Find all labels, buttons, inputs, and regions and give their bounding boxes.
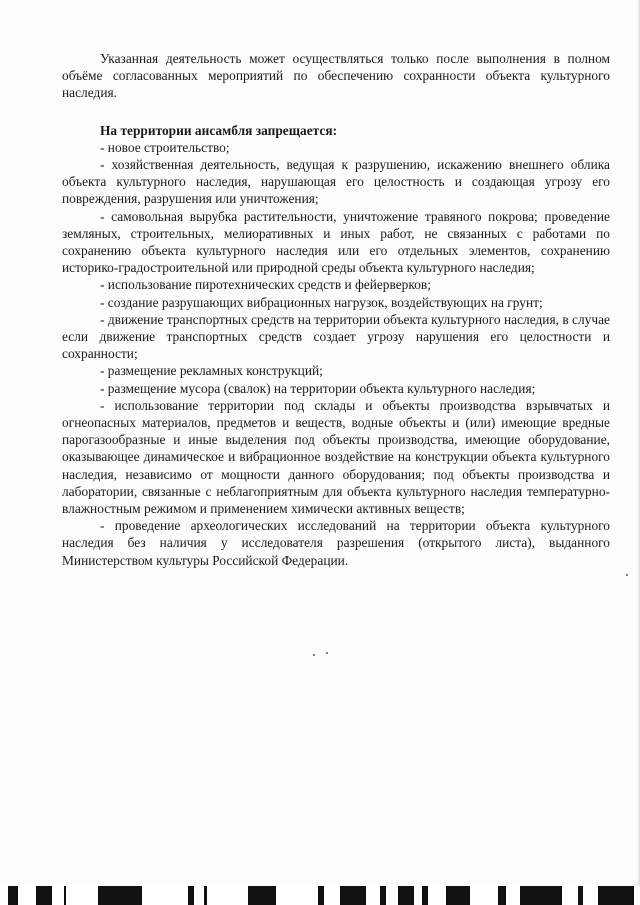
intro-paragraph: Указанная деятельность может осуществляться только после выполнения в полном объёме согласованных мероприятий по обеспечению сохранности объекта культурного наследия. [62, 51, 610, 101]
scan-stripe [64, 886, 66, 905]
scan-stripe [598, 886, 634, 905]
list-item: - размещение мусора (свалок) на территории объекта культурного наследия; [100, 380, 536, 396]
scan-stripe [204, 886, 207, 905]
scan-artifact-band [0, 886, 640, 905]
prohibitions-heading: На территории ансамбля запрещается: [100, 122, 338, 138]
scan-stripe [98, 886, 142, 905]
scan-stripe [318, 886, 324, 905]
scan-stripe [188, 886, 194, 905]
list-item: - создание разрушающих вибрационных нагрузок, воздействующих на грунт; [100, 294, 543, 310]
scan-stripe [578, 886, 583, 905]
scan-stripe [446, 886, 470, 905]
list-item: - размещение рекламных конструкций; [100, 363, 323, 379]
list-item: - новое строительство; [100, 139, 230, 155]
list-item: - хозяйственная деятельность, ведущая к разрушению, искажению внешнего облика объекта культурного наследия, нарушающая его целостность и создающая угрозу его повреждения, разрушения или уничтожения; [62, 157, 610, 207]
list-item: - проведение археологических исследований на территории объекта культурного наследия без наличия у исследователя разрешения (открытого листа), выданного Министерством культуры Российской Федерации. [62, 518, 610, 568]
scan-stripe [36, 886, 52, 905]
scan-stripe [248, 886, 276, 905]
scan-speck [326, 652, 328, 654]
scan-stripe [340, 886, 366, 905]
scan-speck [626, 574, 628, 576]
list-item: - самовольная вырубка растительности, уничтожение травяного покрова; проведение земляных, строительных, мелиоративных и иных работ, не связанных с работами по сохранению объекта культурного наследия или его отдельных элементов, сохранению историко-градостроительной или природной среды объекта культурного наследия; [62, 208, 610, 276]
list-item: - движение транспортных средств на территории объекта культурного наследия, в случае если движение транспортных средств создает угрозу нарушения его целостности и сохранности; [62, 311, 610, 362]
list-item: - использование пиротехнических средств и фейерверков; [100, 277, 431, 293]
scan-speck [313, 654, 315, 656]
scan-stripe [8, 886, 18, 905]
list-item: - использование территории под склады и объекты производства взрывчатых и огнеопасных материалов, предметов и веществ, водные объекты и (или) имеющие вредные парогазообразные и иные выделения под объекты производства, имеющие оборудование, оказывающее динамическое и вибрационное воздействие на конструкции объекта культурного наследия, независимо от мощности данного оборудования; под объекты производства и лаборатории, связанные с неблагоприятным для объекта культурного наследия температурно-влажностным режимом и применением химически активных веществ; [62, 397, 610, 517]
scan-stripe [380, 886, 386, 905]
scan-stripe [398, 886, 414, 905]
scan-stripe [498, 886, 506, 905]
scan-stripe [520, 886, 562, 905]
document-body [62, 50, 610, 569]
scan-stripe [422, 886, 428, 905]
